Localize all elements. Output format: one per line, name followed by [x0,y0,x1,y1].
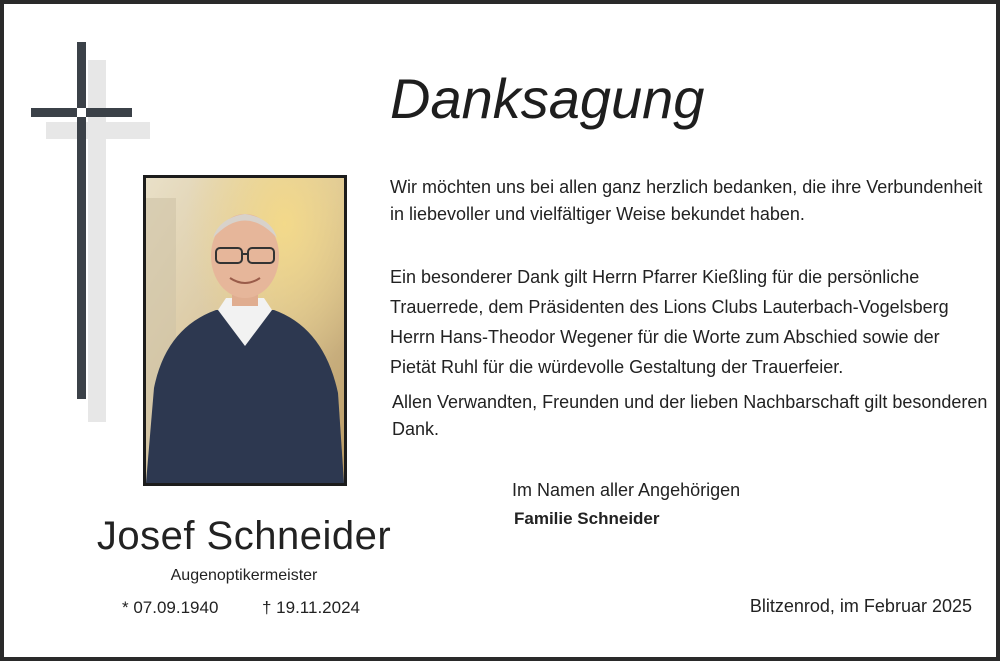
place-date: Blitzenrod, im Februar 2025 [749,596,972,616]
deceased-name: Josef Schneider [96,514,392,558]
thanks-paragraph-1: Wir möchten uns bei allen ganz herzlich bedanken, die ihre Verbundenheit in liebevoller und vielfältiger Weise bekundet haben. [390,177,983,224]
deceased-profession: Augenoptikermeister [170,567,318,584]
birth-date: * 07.09.1940 [122,598,219,617]
thanks-paragraph-2: Ein besonderer Dank gilt Herrn Pfarrer Kießling für die persönliche Trauerrede, dem Präsidenten des Lions Clubs Lauterbach-Vogelsberg Herrn Hans-Theodor Wegener für die Worte zum Abschied sowie der Pietät Ruhl für die würdevolle Gestaltung der Trauerfeier. [390,267,949,377]
death-date: † 19.11.2024 [262,598,360,617]
portrait-photo [143,175,347,486]
page-title: Danksagung [390,67,705,130]
family-signature: Familie Schneider [514,509,660,528]
on-behalf-line: Im Namen aller Angehörigen [512,480,741,500]
cross-icon [28,40,158,430]
thanks-paragraph-3: Allen Verwandten, Freunden und der lieben Nachbarschaft gilt besonderen Dank. [392,392,988,439]
